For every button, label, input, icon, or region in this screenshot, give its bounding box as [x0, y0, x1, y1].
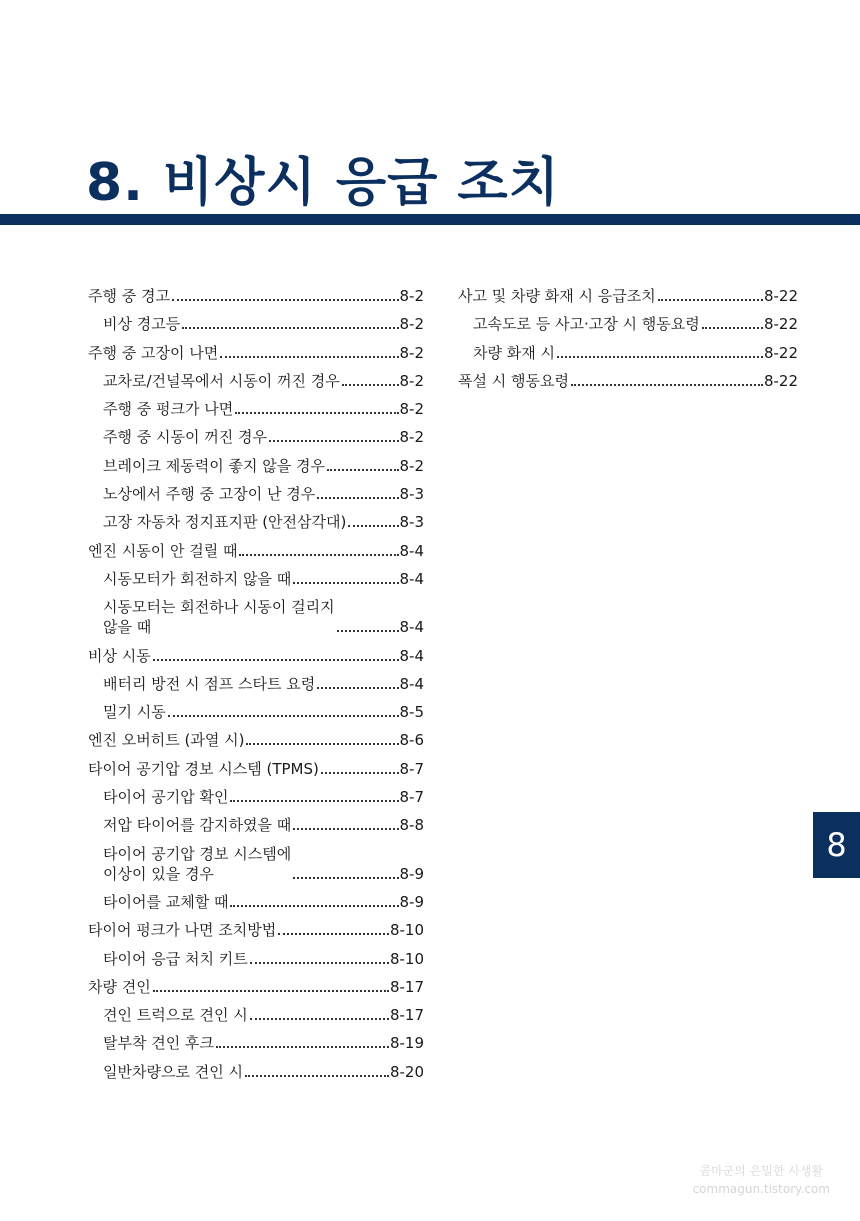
- toc-entry-label: 사고 및 차량 화재 시 응급조치: [458, 287, 656, 305]
- chapter-tab: 8: [813, 812, 860, 878]
- toc-entry[interactable]: [88, 759, 424, 779]
- toc-page-number: 8-2: [399, 343, 424, 362]
- toc-entry-label: 노상에서 주행 중 고장이 난 경우: [103, 485, 316, 504]
- toc-page-number: 8-22: [763, 371, 798, 390]
- toc-leader-dots: [153, 659, 399, 661]
- toc-leader-dots: [246, 743, 398, 745]
- toc-entry[interactable]: [88, 456, 424, 476]
- toc-page-number: 8-7: [399, 788, 424, 807]
- toc-page-number: 8-5: [399, 703, 424, 722]
- toc-entry[interactable]: [88, 569, 424, 589]
- toc-leader-dots: [250, 1018, 389, 1020]
- toc-leader-dots: [230, 905, 398, 907]
- toc-entry-label: 고장 자동차 정지표지판 (안전삼각대): [103, 513, 347, 532]
- toc-entry[interactable]: [88, 399, 424, 419]
- toc-leader-dots: [293, 582, 398, 584]
- toc-leader-dots: [658, 299, 763, 301]
- toc-entry-label: 비상 경고등: [103, 315, 181, 334]
- toc-entry-label-continued: 않을 때: [103, 618, 152, 637]
- toc-entry[interactable]: [88, 371, 424, 391]
- toc-entry[interactable]: [88, 844, 424, 884]
- title-divider: [0, 214, 860, 225]
- toc-page-number: 8-4: [399, 674, 424, 693]
- toc-leader-dots: [153, 990, 389, 992]
- toc-entry-label: 브레이크 제동력이 좋지 않을 경우: [103, 456, 325, 475]
- toc-page-number: 8-3: [399, 513, 424, 532]
- toc-entry-label: 비상 시동: [88, 646, 151, 665]
- toc-page-number: 8-22: [763, 343, 798, 362]
- toc-page-number: 8-2: [399, 400, 424, 419]
- toc-entry[interactable]: [88, 977, 424, 997]
- watermark: [693, 1162, 830, 1198]
- toc-entry-label: 주행 중 경고: [88, 287, 170, 305]
- toc-leader-dots: [250, 962, 389, 964]
- toc-entry[interactable]: [88, 674, 424, 694]
- toc-entry[interactable]: [88, 1005, 424, 1025]
- toc-entry-label: 엔진 오버히트 (과열 시): [88, 731, 245, 750]
- toc-page-number: 8-9: [399, 892, 424, 911]
- toc-page-number: 8-4: [399, 618, 424, 637]
- toc-entry-label: 밀기 시동: [103, 703, 166, 722]
- toc-entry-label: 저압 타이어를 감지하였을 때: [103, 816, 292, 835]
- toc-page-number: 8-4: [399, 569, 424, 588]
- toc-entry-label: 타이어 공기압 확인: [103, 788, 229, 807]
- toc-page-number: 8-22: [763, 315, 798, 334]
- toc-entry[interactable]: [88, 949, 424, 969]
- toc-entry-label: 견인 트럭으로 견인 시: [103, 1006, 248, 1025]
- toc-leader-dots: [342, 384, 399, 386]
- toc-entry[interactable]: [88, 920, 424, 940]
- toc-page-number: 8-2: [399, 428, 424, 447]
- toc-entry[interactable]: [88, 541, 424, 561]
- toc-entry[interactable]: [458, 343, 798, 363]
- toc-page-number: 8-20: [389, 1062, 424, 1081]
- toc-entry[interactable]: [88, 702, 424, 722]
- toc-entry-label: 차량 견인: [88, 977, 151, 996]
- toc-entry[interactable]: [88, 427, 424, 447]
- toc-leader-dots: [216, 1046, 389, 1048]
- toc-leader-dots: [327, 469, 399, 471]
- toc-leader-dots: [230, 800, 398, 802]
- toc-page-number: 8-2: [399, 456, 424, 475]
- toc-entry-label: 주행 중 시동이 꺼진 경우: [103, 428, 267, 447]
- toc-entry[interactable]: [88, 597, 424, 637]
- toc-entry[interactable]: [88, 512, 424, 532]
- toc-entry-label: 타이어 응급 처치 키트: [103, 949, 248, 968]
- toc-page-number: 8-9: [399, 864, 424, 883]
- toc-leader-dots: [317, 687, 398, 689]
- toc-entry[interactable]: [88, 787, 424, 807]
- toc-entry[interactable]: [88, 343, 424, 363]
- toc-leader-dots: [172, 299, 399, 301]
- toc-entry[interactable]: [88, 646, 424, 666]
- toc-entry-label: 엔진 시동이 안 걸릴 때: [88, 541, 238, 560]
- toc-page-number: 8-4: [399, 541, 424, 560]
- toc-entry-label: 고속도로 등 사고·고장 시 행동요령: [473, 315, 700, 334]
- toc-page-number: 8-4: [399, 646, 424, 665]
- toc-right-column: [458, 286, 798, 399]
- toc-entry[interactable]: [458, 286, 798, 306]
- toc-page-number: 8-2: [399, 315, 424, 334]
- toc-page-number: 8-2: [399, 287, 424, 305]
- toc-leader-dots: [348, 525, 398, 527]
- toc-entry[interactable]: [458, 371, 798, 391]
- toc-entry-label: 주행 중 펑크가 나면: [103, 400, 234, 419]
- toc-leader-dots: [220, 356, 398, 358]
- toc-entry-label: 폭설 시 행동요령: [458, 371, 569, 390]
- toc-entry-label: 타이어 펑크가 나면 조치방법: [88, 921, 277, 940]
- toc-leader-dots: [317, 497, 398, 499]
- toc-page-number: 8-22: [763, 287, 798, 305]
- toc-page-number: 8-8: [399, 816, 424, 835]
- watermark-line-2: commagun.tistory.com: [692, 1182, 830, 1196]
- toc-entry-label: 차량 화재 시: [473, 343, 555, 362]
- toc-leader-dots: [337, 630, 399, 632]
- toc-entry[interactable]: [88, 286, 424, 306]
- toc-leader-dots: [245, 1075, 389, 1077]
- toc-page-number: 8-2: [399, 371, 424, 390]
- toc-entry-label: 타이어를 교체할 때: [103, 892, 229, 911]
- toc-entry[interactable]: [88, 892, 424, 912]
- toc-entry-label: 배터리 방전 시 점프 스타트 요령: [103, 674, 316, 693]
- toc-page-number: 8-17: [389, 1006, 424, 1025]
- toc-page-number: 8-10: [389, 949, 424, 968]
- toc-entry-label: 일반차량으로 견인 시: [103, 1062, 243, 1081]
- toc-entry[interactable]: [88, 1062, 424, 1082]
- toc-leader-dots: [235, 412, 398, 414]
- toc-entry-label: 교차로/건널목에서 시동이 꺼진 경우: [103, 371, 340, 390]
- toc-leader-dots: [182, 327, 398, 329]
- toc-entry-label: 시동모터는 회전하나 시동이 걸리지: [103, 598, 335, 617]
- toc-entry[interactable]: [88, 730, 424, 750]
- toc-page-number: 8-6: [399, 731, 424, 750]
- toc-leader-dots: [557, 356, 763, 358]
- toc-page-number: 8-7: [399, 759, 424, 778]
- toc-entry[interactable]: [88, 815, 424, 835]
- toc-leader-dots: [321, 772, 399, 774]
- toc-page-number: 8-10: [389, 921, 424, 940]
- toc-leader-dots: [269, 440, 399, 442]
- toc-leader-dots: [168, 715, 399, 717]
- toc-leader-dots: [293, 877, 398, 879]
- toc-entry-label: 탈부착 견인 후크: [103, 1034, 214, 1053]
- toc-entry-label: 주행 중 고장이 나면: [88, 343, 219, 362]
- page-title: 8. 비상시 응급 조치: [86, 153, 560, 213]
- toc-leader-dots: [239, 554, 398, 556]
- watermark-line-1: 콤마군의 은밀한 사생활: [699, 1164, 824, 1178]
- toc-entry[interactable]: [458, 314, 798, 334]
- toc-left-column: [88, 286, 424, 1090]
- toc-leader-dots: [278, 933, 389, 935]
- toc-page-number: 8-19: [389, 1034, 424, 1053]
- toc-entry[interactable]: [88, 484, 424, 504]
- toc-leader-dots: [571, 384, 763, 386]
- toc-entry-label-continued: 이상이 있을 경우: [103, 864, 214, 883]
- toc-page-number: 8-3: [399, 485, 424, 504]
- toc-entry-label: 시동모터가 회전하지 않을 때: [103, 569, 292, 588]
- toc-entry-label: 타이어 공기압 경보 시스템에: [103, 844, 292, 863]
- toc-leader-dots: [702, 327, 763, 329]
- toc-entry-label: 타이어 공기압 경보 시스템 (TPMS): [88, 759, 319, 778]
- toc-entry[interactable]: [88, 1033, 424, 1053]
- toc-entry[interactable]: [88, 314, 424, 334]
- toc-leader-dots: [293, 828, 398, 830]
- toc-page-number: 8-17: [389, 977, 424, 996]
